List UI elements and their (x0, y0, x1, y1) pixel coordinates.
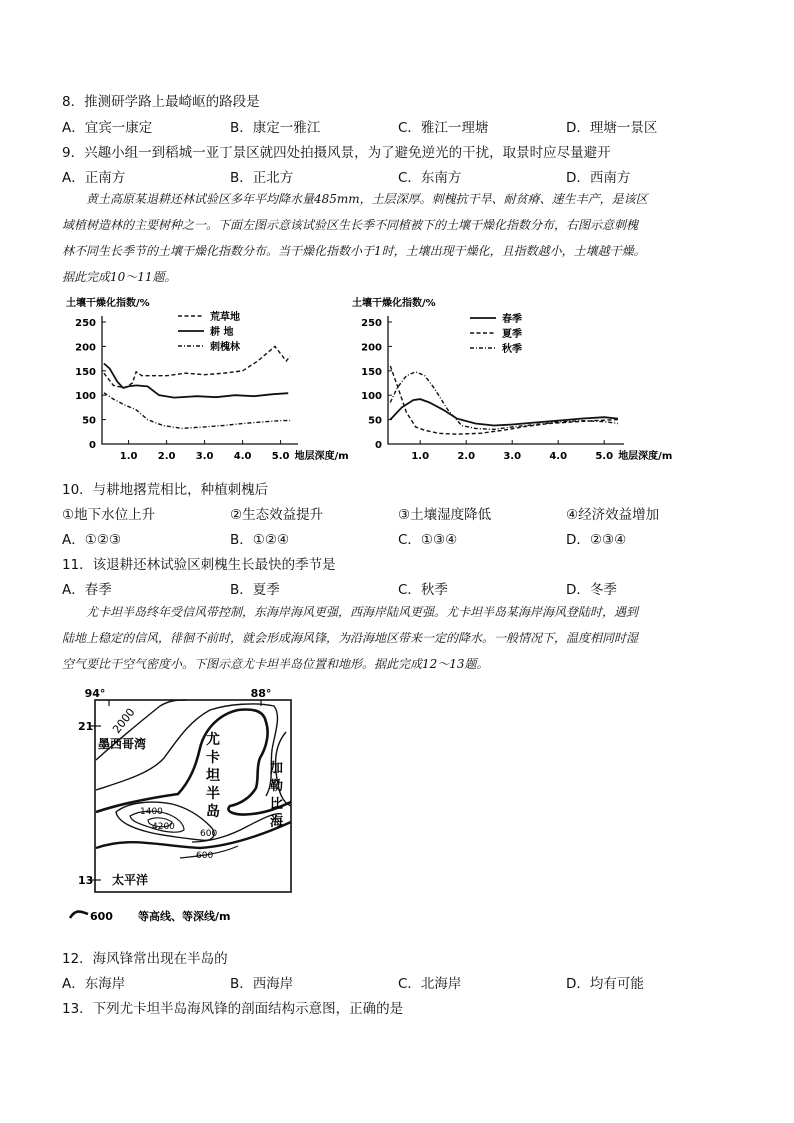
y-axis-label: 土壤干燥化指数/% (66, 298, 150, 309)
y-tick-label: 50 (82, 415, 96, 427)
gulf-of-mexico-label: 墨西哥湾 (98, 737, 147, 751)
q11-stem: 11．该退耕还林试验区刺槐生长最快的季节是 (62, 557, 336, 573)
passage-2-line: 尤卡坦半岛终年受信风带控制，东海岸海风更强，西海岸陆风更强。尤卡坦半岛某海岸海风登陆时，遇到 (86, 605, 639, 619)
q13-stem: 13．下列尤卡坦半岛海风锋的剖面结构示意图，正确的是 (62, 1001, 404, 1017)
y-tick-label: 250 (75, 318, 96, 329)
passage-1-line: 黄土高原某退耕还林试验区多年平均降水量485mm，土层深厚。刺槐抗干旱、耐贫瘠、速生丰产，是该区 (86, 192, 648, 206)
svg-text:卡: 卡 (206, 750, 220, 766)
x-tick-label: 5.0 (595, 451, 614, 462)
passage-1-line: 林不同生长季节的土壤干燥化指数分布。当干燥化指数小于1时，土壤出现干燥化，且指数越小，土壤越干燥。 (62, 244, 646, 258)
q12-option-b: B．西海岸 (230, 976, 294, 992)
q12-option-c: C．北海岸 (398, 976, 462, 992)
lon-label-88: 88° (250, 687, 272, 700)
q10-option-a: A．①②③ (62, 532, 122, 548)
svg-text:加: 加 (270, 761, 284, 776)
q9-option-b: B．正北方 (230, 170, 294, 186)
legend-label: 刺槐林 (210, 342, 240, 353)
legend-value: 600 (90, 910, 113, 923)
x-tick-label: 1.0 (119, 451, 138, 462)
y-tick-label: 200 (75, 342, 96, 354)
q10-item-1: ①地下水位上升 (62, 507, 156, 523)
y-tick-label: 200 (361, 342, 382, 354)
q12-option-a: A．东海岸 (62, 976, 126, 992)
q11-option-d: D．冬季 (566, 582, 617, 598)
svg-text:海: 海 (270, 815, 284, 830)
legend-label: 等高线、等深线/m (138, 910, 231, 923)
yucatan-label (206, 731, 220, 820)
lat-label-13: 13 (78, 874, 94, 887)
x-tick-label: 2.0 (157, 451, 176, 462)
passage-1-line: 据此完成10～11题。 (62, 270, 177, 284)
q12-option-d: D．均有可能 (566, 976, 644, 992)
contour-label-600-a: 600 (200, 829, 218, 839)
y-tick-label: 250 (361, 318, 382, 329)
y-tick-label: 150 (75, 366, 96, 378)
passage-2-line: 陆地上稳定的信风，徘徊不前时，就会形成海风锋，为沿海地区带来一定的降水。一般情况下，温度相同时湿 (62, 631, 639, 645)
q9-option-d: D．西南方 (566, 170, 631, 186)
svg-text:勒: 勒 (270, 779, 284, 794)
contour-label-2000: 2000 (110, 705, 138, 736)
q9-option-c: C．东南方 (398, 170, 462, 186)
svg-text:坦: 坦 (206, 768, 220, 784)
contour-label-1400: 1400 (140, 807, 163, 817)
q8-option-c: C．雅江一理塘 (398, 120, 489, 136)
q10-option-c: C．①③④ (398, 532, 458, 548)
q10-item-4: ④经济效益增加 (566, 507, 660, 523)
q8-option-a: A．宜宾一康定 (62, 120, 153, 136)
q10-option-d: D．②③④ (566, 532, 627, 548)
q10-stem: 10．与耕地撂荒相比，种植刺槐后 (62, 482, 269, 498)
series-line-3 (104, 393, 290, 429)
series-line-1 (104, 346, 290, 388)
q11-option-c: C．秋季 (398, 582, 448, 598)
passage-2-line: 空气要比干空气密度小。下图示意尤卡坦半岛位置和地形。据此完成12～13题。 (62, 657, 489, 671)
x-axis-label: 地层深度/m (618, 451, 673, 462)
legend-label: 秋季 (502, 344, 522, 355)
q11-option-a: A．春季 (62, 582, 112, 598)
y-tick-label: 150 (361, 366, 382, 378)
yucatan-peninsula-map (60, 686, 320, 926)
q12-stem: 12．海风锋常出现在半岛的 (62, 951, 228, 967)
series-line-2 (104, 364, 288, 398)
passage-2 (62, 599, 734, 677)
contour-label-4200: 4200 (152, 822, 175, 832)
soil-dryness-by-season-chart (346, 294, 673, 472)
x-tick-label: 1.0 (411, 451, 430, 462)
svg-text:尤: 尤 (206, 732, 220, 748)
legend-label: 耕 地 (210, 327, 234, 338)
svg-text:半: 半 (206, 786, 220, 802)
x-tick-label: 3.0 (195, 451, 214, 462)
q11-option-b: B．夏季 (230, 582, 280, 598)
x-tick-label: 4.0 (233, 451, 252, 462)
q8-option-d: D．理塘一景区 (566, 120, 658, 136)
lat-label-21: 21 (78, 720, 94, 733)
pacific-ocean-label: 太平洋 (112, 873, 149, 887)
q10-item-3: ③土壤湿度降低 (398, 507, 492, 523)
y-tick-label: 100 (75, 391, 96, 403)
legend-label: 荒草地 (210, 312, 240, 323)
x-tick-label: 5.0 (271, 451, 290, 462)
legend-line-symbol (70, 912, 88, 919)
x-axis-label: 地层深度/m (294, 451, 349, 462)
x-tick-label: 2.0 (457, 451, 476, 462)
y-tick-label: 100 (361, 391, 382, 403)
x-tick-label: 4.0 (549, 451, 568, 462)
q10-item-2: ②生态效益提升 (230, 507, 324, 523)
q8-option-b: B．康定一雅江 (230, 120, 321, 136)
y-tick-label: 50 (368, 415, 382, 427)
x-tick-label: 3.0 (503, 451, 522, 462)
y-tick-label: 0 (375, 440, 382, 451)
svg-text:比: 比 (270, 797, 284, 812)
q9-option-a: A．正南方 (62, 170, 126, 186)
y-axis-label: 土壤干燥化指数/% (352, 298, 436, 309)
chart-axes (102, 316, 298, 444)
q9-stem: 9．兴趣小组一到稻城一亚丁景区就四处拍摄风景，为了避免逆光的干扰，取景时应尽量避开 (62, 145, 611, 161)
q10-option-b: B．①②④ (230, 532, 290, 548)
svg-text:岛: 岛 (206, 804, 220, 820)
passage-1-line: 域植树造林的主要树种之一。下面左图示意该试验区生长季不同植被下的土壤干燥化指数分布，右图示意刺槐 (62, 218, 639, 232)
lon-label-94: 94° (84, 687, 106, 700)
legend-label: 春季 (502, 314, 522, 325)
y-tick-label: 0 (89, 440, 96, 451)
legend-label: 夏季 (502, 329, 522, 340)
contour-label-600-b: 600 (196, 851, 214, 861)
passage-1 (62, 186, 734, 290)
q8-stem: 8．推测研学路上最崎岖的路段是 (62, 94, 260, 110)
soil-dryness-by-vegetation-chart (60, 294, 349, 472)
